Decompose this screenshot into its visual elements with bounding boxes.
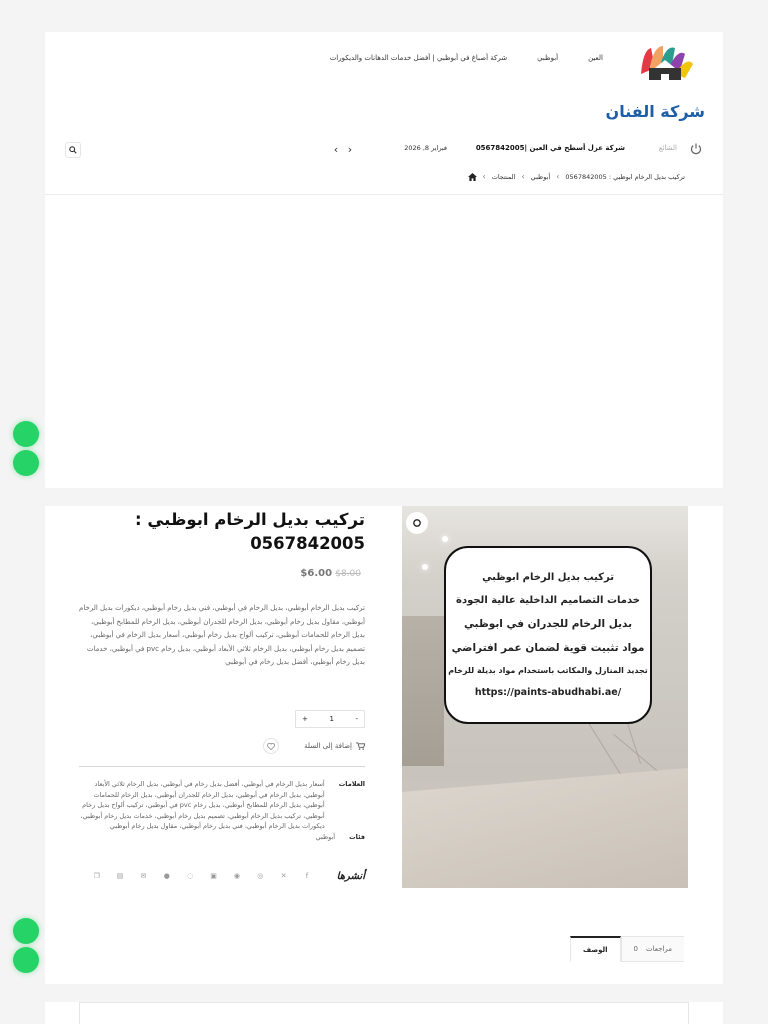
description-card: [45, 1002, 723, 1024]
share-bar: [91, 870, 365, 882]
breadcrumb-separator: ›: [482, 172, 486, 181]
nav-item-abudhabi[interactable]: أبوظبي: [537, 54, 559, 62]
search-button[interactable]: [65, 142, 81, 158]
tags-label: العلامات: [338, 780, 365, 788]
site-logo[interactable]: [605, 44, 705, 126]
header-card: [45, 32, 723, 488]
ticker-arrows: [331, 143, 355, 157]
pinterest-icon[interactable]: ◎: [257, 872, 264, 880]
description-panel: [79, 1002, 689, 1024]
image-line: خدمات التصاميم الداخلية عالية الجودة: [456, 595, 640, 606]
image-line: تجديد المنازل والمكاتب باستخدام مواد بديلة للرخام: [448, 666, 648, 675]
image-text-box: [444, 546, 652, 724]
tab-reviews[interactable]: [621, 936, 684, 962]
tags-list[interactable]: أسعار بديل الرخام في أبوظبي، أفضل بديل رخام في أبوظبي، بديل الرخام ثلاثي الأبعاد أبوظبي، بديل الرخام في أبوظبي، بديل الرخام للجدران أبوظبي، بديل الرخام للحمامات أبوظبي، بديل الرخام للمطابخ أبوظبي، بديل رخام pvc في أبوظبي، تركيب ألواح بديل رخام أبوظبي، تركيب بديل الرخام أبوظبي، تصميم بديل رخام أبوظبي، خدمات بديل رخام أبوظبي، ديكورات بديل الرخام أبوظبي، فني بديل رخام أبوظبي، مقاول بديل رخام أبوظبي: [80, 780, 325, 830]
tags-row: [79, 779, 365, 832]
breadcrumb-separator: ›: [556, 172, 560, 181]
chevron-left-icon[interactable]: ‹: [333, 143, 339, 156]
cart-icon: [356, 742, 365, 750]
tab-description[interactable]: [570, 936, 621, 962]
product-price: [300, 568, 365, 579]
telegram-icon[interactable]: ●: [163, 872, 170, 880]
sale-price: $6.00: [300, 568, 333, 579]
wishlist-button[interactable]: [263, 738, 279, 754]
categories-label: فئات: [349, 832, 365, 841]
header-divider: [45, 194, 723, 195]
tab-description-label: الوصف: [583, 945, 608, 954]
call-float-button[interactable]: [13, 450, 39, 476]
nav-item-home[interactable]: شركة أصباغ في أبوظبي | أفضل خدمات الدهانات والديكورات: [329, 54, 508, 62]
breadcrumb-abudhabi[interactable]: أبوظبي: [530, 172, 551, 181]
trending-ticker: [63, 142, 705, 158]
ceiling-light: [442, 536, 448, 542]
whatsapp-float-button[interactable]: [13, 421, 39, 447]
breadcrumb-products[interactable]: المنتجات: [491, 172, 516, 181]
floor-shape: [402, 768, 688, 888]
print-icon[interactable]: ▤: [116, 872, 124, 880]
paint-brush-logo-icon: [635, 44, 695, 86]
breadcrumb-current: تركيب بديل الرخام ابوظبي : 0567842005: [565, 172, 685, 181]
heart-icon: [267, 743, 275, 750]
product-title: تركيب بديل الرخام ابوظبي : 0567842005: [135, 510, 365, 553]
copy-link-icon[interactable]: ❐: [93, 872, 100, 880]
top-navigation: [330, 54, 603, 62]
breadcrumb-separator: ›: [521, 172, 525, 181]
categories-row: [79, 832, 365, 843]
categories-list[interactable]: أبوظبي: [315, 832, 336, 841]
image-line: تركيب بديل الرخام ابوظبي: [482, 572, 614, 583]
image-line: مواد تثبيت قوية لضمان عمر افتراضي: [451, 642, 645, 654]
call-float-button[interactable]: [13, 947, 39, 973]
home-icon[interactable]: [468, 173, 477, 181]
whatsapp-float-button[interactable]: [13, 918, 39, 944]
nav-item-alain[interactable]: العين: [588, 54, 603, 62]
product-image[interactable]: [402, 506, 688, 888]
search-icon: [69, 146, 77, 154]
chevron-right-icon[interactable]: ›: [347, 143, 353, 156]
ticker-label: الشائع: [658, 144, 677, 152]
cart-actions: [263, 738, 365, 754]
power-icon: [689, 142, 703, 156]
image-line: بديل الرخام للجدران في ابوظبي: [463, 618, 633, 630]
ticker-date: فبراير 8, 2026: [404, 144, 447, 152]
ceiling-light: [422, 564, 428, 570]
reddit-icon[interactable]: ◉: [233, 872, 240, 880]
add-to-cart-button[interactable]: [304, 742, 365, 750]
door-shape: [402, 616, 444, 766]
facebook-icon[interactable]: f: [305, 872, 309, 880]
product-description: تركيب بديل الرخام أبوظبي، بديل الرخام في أبوظبي، فني بديل رخام أبوظبي، ديكورات بديل الرخام أبوظبي، مقاول بديل رخام أبوظبي، بديل الرخام للجدران أبوظبي، بديل الرخام للمطابخ أبوظبي، بديل الرخام للحمامات أبوظبي، تركيب ألواح بديل رخام أبوظبي، أسعار بديل الرخام في أبوظبي، تصميم بديل رخام أبوظبي، بديل الرخام ثلاثي الأبعاد أبوظبي، بديل رخام pvc في أبوظبي، خدمات بديل رخام أبوظبي، أفضل بديل رخام في أبوظبي: [79, 604, 365, 666]
regular-price: $8.00: [335, 569, 361, 579]
quantity-minus-button[interactable]: -: [355, 715, 358, 723]
add-to-cart-label: إضافة إلى السلة: [304, 742, 352, 750]
product-meta: [79, 766, 365, 842]
quantity-stepper: [295, 710, 365, 728]
x-twitter-icon[interactable]: ✕: [280, 872, 287, 880]
tumblr-icon[interactable]: ▣: [210, 872, 217, 880]
zoom-icon: [412, 518, 422, 528]
product-tabs: [570, 936, 684, 962]
quantity-input[interactable]: 1: [329, 715, 334, 723]
quantity-plus-button[interactable]: +: [302, 715, 308, 723]
logo-text: شركة الفنان: [605, 102, 705, 121]
breadcrumb: [468, 172, 686, 181]
zoom-button[interactable]: [406, 512, 428, 534]
share-label: أنشرها: [336, 870, 365, 882]
image-url: https://paints-abudhabi.ae/: [474, 687, 622, 698]
tab-reviews-count: 0: [633, 945, 638, 953]
whatsapp-icon[interactable]: ◌: [187, 872, 194, 880]
product-card: [45, 506, 723, 984]
ticker-headline[interactable]: شركة عزل أسطح في العين |0567842005: [475, 144, 625, 152]
tab-reviews-label: مراجعات: [646, 945, 672, 953]
email-icon[interactable]: ✉: [140, 872, 147, 880]
